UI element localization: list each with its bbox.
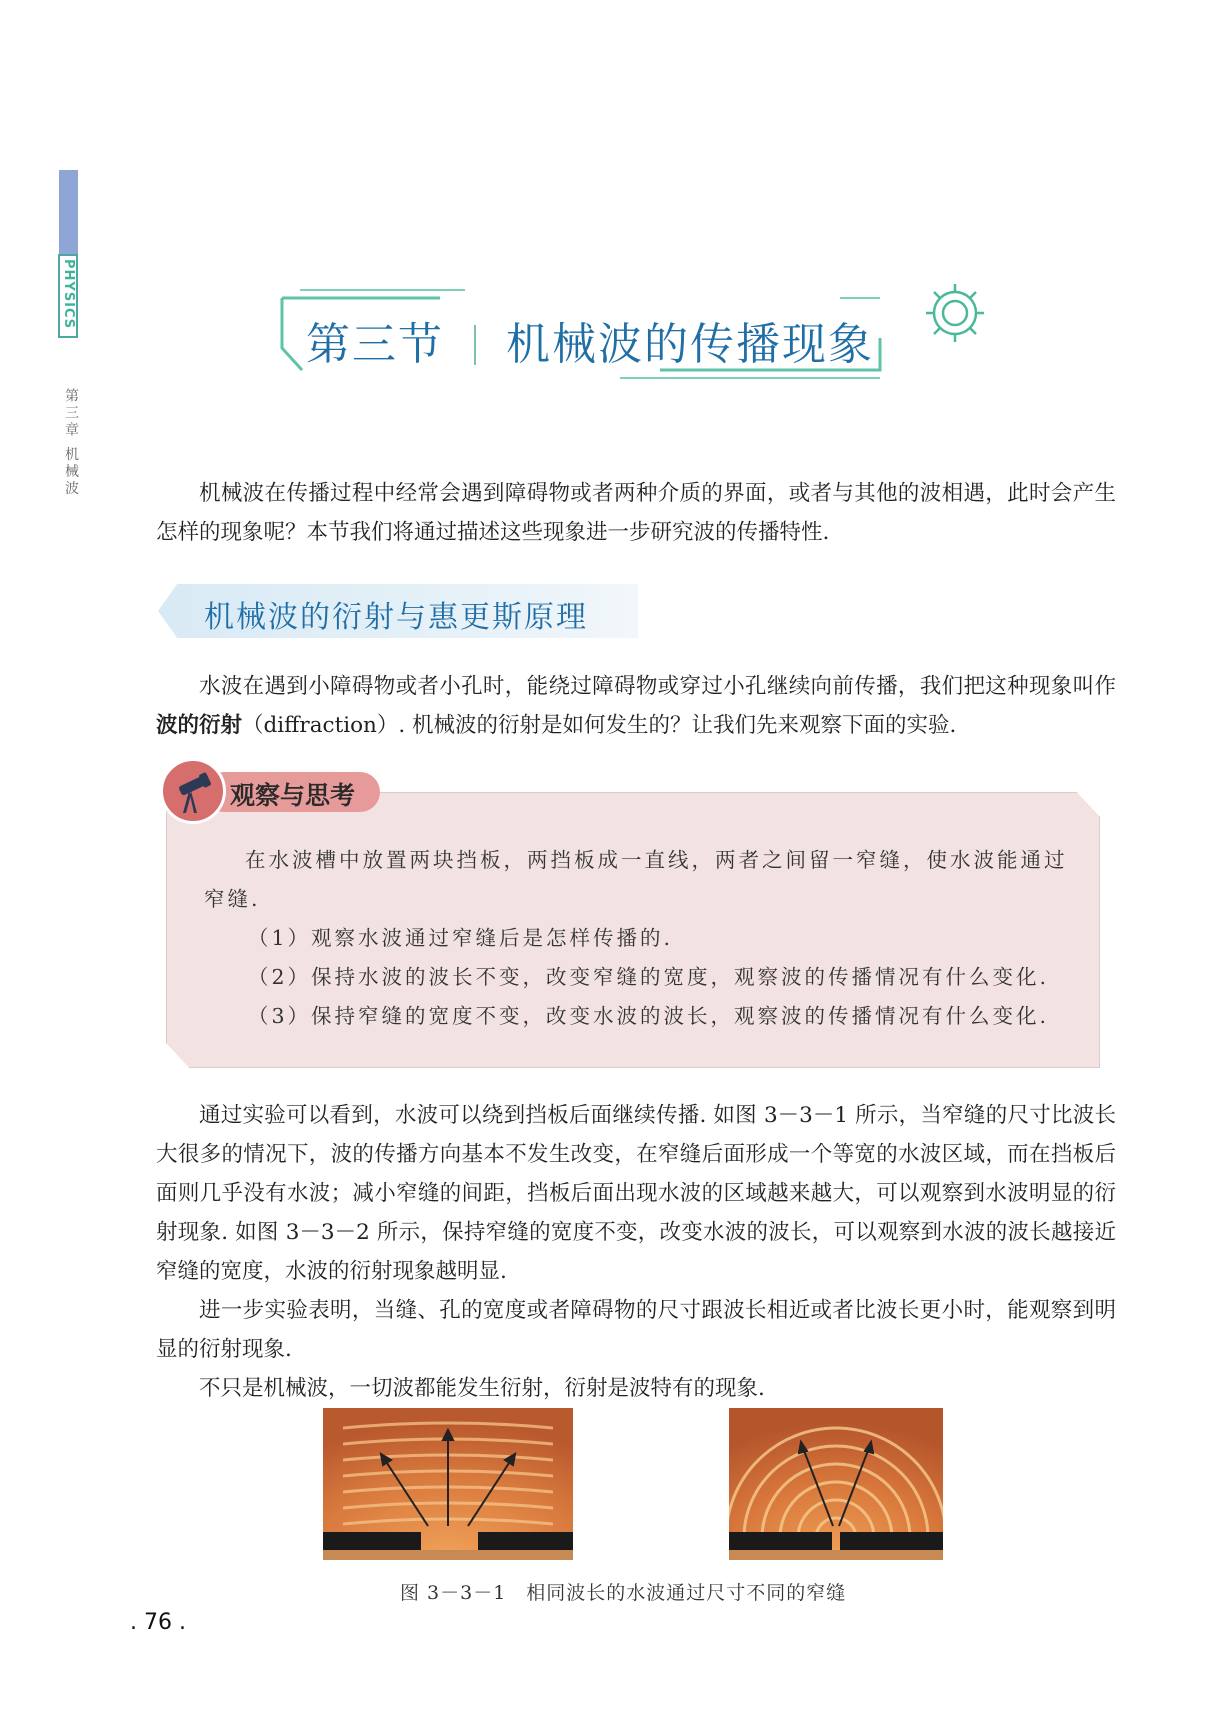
section-title: 机械波的传播现象 bbox=[506, 319, 874, 370]
all-waves-paragraph: 不只是机械波，一切波都能发生衍射，衍射是波特有的现象. bbox=[199, 1376, 765, 1401]
badge-label: 观察与思考 bbox=[230, 781, 356, 810]
physics-tab-label: PHYSICS bbox=[61, 259, 76, 330]
narrow-slit-photo bbox=[729, 1408, 943, 1560]
observe-think-badge bbox=[160, 756, 380, 816]
page-number: . 76 . bbox=[130, 1610, 186, 1635]
gear-icon bbox=[920, 278, 990, 348]
section-number: 第三节 bbox=[306, 319, 444, 370]
conclusion-paragraph: 进一步实验表明，当缝、孔的宽度或者障碍物的尺寸跟波长相近或者比波长更小时，能观察到明显的衍射现象. bbox=[156, 1298, 1116, 1362]
chapter-label: 第三章 机械波 bbox=[63, 388, 79, 498]
wide-slit-photo bbox=[323, 1408, 573, 1560]
figure-wide-slit bbox=[323, 1408, 573, 1560]
observe-item-2: （2）保持水波的波长不变，改变窄缝的宽度，观察波的传播情况有什么变化. bbox=[248, 965, 1050, 989]
diffraction-paragraph bbox=[156, 667, 1116, 745]
physics-side-tab bbox=[58, 254, 78, 338]
observe-item-3: （3）保持窄缝的宽度不变，改变水波的波长，观察波的传播情况有什么变化. bbox=[248, 1004, 1050, 1028]
section-heading-banner bbox=[158, 584, 638, 638]
intro-paragraph: 机械波在传播过程中经常会遇到障碍物或者两种介质的界面，或者与其他的波相遇，此时会产生怎样的现象呢？本节我们将通过描述这些现象进一步研究波的传播特性. bbox=[156, 481, 1116, 545]
experiment-paragraph: 通过实验可以看到，水波可以绕到挡板后面继续传播. 如图 3－3－1 所示，当窄缝的尺寸比波长大很多的情况下，波的传播方向基本不发生改变，在窄缝后面形成一个等宽的水波区域，而在挡板后面则几乎没有水波；减小窄缝的间距，挡板后面出现水波的区域越来越大，可以观察到水波明显的衍射现象. 如图 3－3－2 所示，保持窄缝的宽度不变，改变水波的波长，可以观察到水波的波长越接近窄缝的宽度，水波的衍射现象越明显. bbox=[156, 1103, 1116, 1284]
para1-after: （diffraction）. 机械波的衍射是如何发生的？让我们先来观察下面的实验. bbox=[242, 713, 957, 738]
figure-caption: 图 3－3－1 相同波长的水波通过尺寸不同的窄缝 bbox=[400, 1582, 847, 1604]
section-heading: 机械波的衍射与惠更斯原理 bbox=[204, 600, 588, 635]
page-title bbox=[280, 308, 900, 372]
figure-narrow-slit bbox=[729, 1408, 943, 1560]
section-title-banner bbox=[280, 278, 960, 388]
telescope-icon bbox=[163, 761, 223, 821]
term-wave-diffraction: 波的衍射 bbox=[156, 713, 243, 738]
observe-intro: 在水波槽中放置两块挡板，两挡板成一直线，两者之间留一窄缝，使水波能通过窄缝. bbox=[204, 848, 1068, 911]
badge-circle bbox=[160, 758, 226, 824]
title-separator bbox=[474, 325, 476, 365]
observe-item-1: （1）观察水波通过窄缝后是怎样传播的. bbox=[248, 926, 674, 950]
para1-before: 水波在遇到小障碍物或者小孔时，能绕过障碍物或穿过小孔继续向前传播，我们把这种现象叫作 bbox=[199, 674, 1116, 699]
